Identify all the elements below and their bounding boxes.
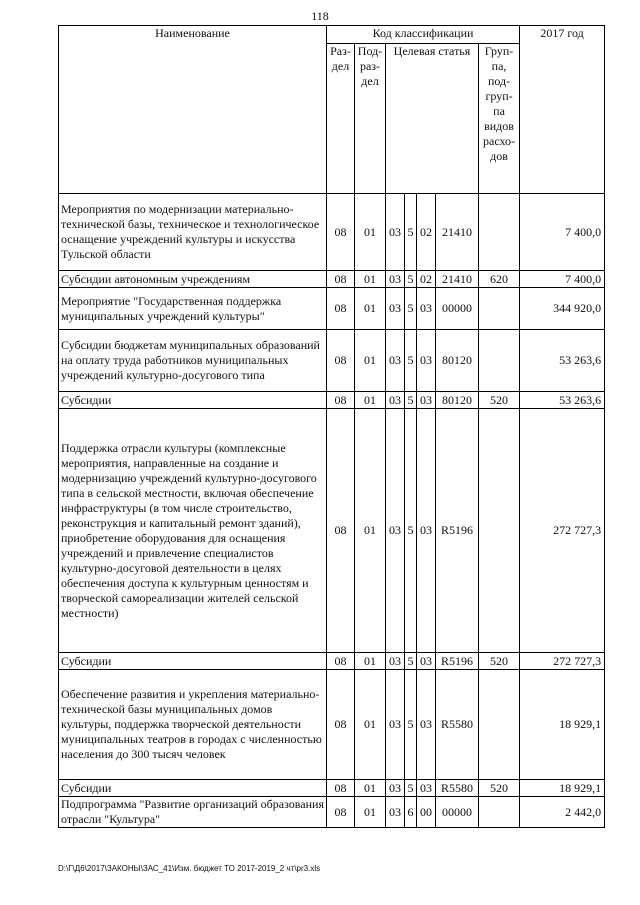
row-target-direction: R5196 [436, 653, 479, 670]
row-target-event: 03 [417, 392, 436, 409]
row-target-subprogram: 5 [405, 330, 417, 392]
header-target-article: Целевая статья [386, 44, 479, 194]
header-name: Наименование [59, 26, 327, 194]
row-name: Мероприятие "Государственная поддержка муниципальных учреждений культуры" [59, 288, 327, 330]
row-target-program: 03 [386, 194, 405, 271]
row-target-program: 03 [386, 653, 405, 670]
row-name: Обеспечение развития и укрепления материально-технической базы муниципальных домов культуры, поддержка творческой деятельности муниципальных театров в городах с численностью населения до 300 тысяч человек [59, 670, 327, 780]
row-target-direction: 21410 [436, 194, 479, 271]
row-section: 08 [327, 409, 355, 653]
row-target-subprogram: 5 [405, 409, 417, 653]
budget-table [58, 25, 605, 828]
row-name: Субсидии [59, 653, 327, 670]
row-expense-type [479, 194, 520, 271]
row-section: 08 [327, 271, 355, 288]
row-amount: 7 400,0 [520, 271, 605, 288]
row-name: Субсидии [59, 780, 327, 797]
row-expense-type: 520 [479, 653, 520, 670]
row-subsection: 01 [355, 288, 386, 330]
row-amount: 272 727,3 [520, 409, 605, 653]
row-amount: 344 920,0 [520, 288, 605, 330]
row-target-event: 03 [417, 653, 436, 670]
row-target-event: 00 [417, 797, 436, 828]
row-target-direction: 00000 [436, 797, 479, 828]
footer-file-path: D:\Г\Д6\2017\ЗАКОНЫ\ЗАС_41\Изм. бюджет ТО 2017-2019_2 чт\pr3.xls [58, 864, 321, 873]
row-section: 08 [327, 797, 355, 828]
row-section: 08 [327, 670, 355, 780]
row-target-subprogram: 5 [405, 194, 417, 271]
row-subsection: 01 [355, 271, 386, 288]
row-target-program: 03 [386, 409, 405, 653]
row-target-direction: 00000 [436, 288, 479, 330]
row-section: 08 [327, 780, 355, 797]
row-name: Поддержка отрасли культуры (комплексные мероприятия, направленные на создание и модернизацию учреждений культурно-досугового типа в сельской местности, включая обеспечение инфраструктуры (в том числе строительство, реконструкция и капитальный ремонт зданий), приобретение оборудования для оснащения учреждений и привлечение специалистов культурно-досуговой деятельности в целях обеспечения доступа к культурным ценностям и творческой самореализации жителей сельской местности) [59, 409, 327, 653]
row-target-program: 03 [386, 670, 405, 780]
row-expense-type [479, 670, 520, 780]
row-target-event: 02 [417, 271, 436, 288]
row-target-program: 03 [386, 330, 405, 392]
row-target-event: 03 [417, 330, 436, 392]
row-target-subprogram: 5 [405, 288, 417, 330]
header-classification-code: Код классификации [327, 26, 520, 44]
row-target-direction: 21410 [436, 271, 479, 288]
row-name: Подпрограмма "Развитие организаций образования отрасли "Культура" [59, 797, 327, 828]
row-amount: 18 929,1 [520, 670, 605, 780]
row-section: 08 [327, 653, 355, 670]
table-row [59, 194, 605, 271]
row-target-subprogram: 6 [405, 797, 417, 828]
row-target-event: 02 [417, 194, 436, 271]
table-row [59, 780, 605, 797]
row-subsection: 01 [355, 653, 386, 670]
row-amount: 2 442,0 [520, 797, 605, 828]
row-expense-type: 520 [479, 392, 520, 409]
row-expense-type: 620 [479, 271, 520, 288]
table-row [59, 271, 605, 288]
row-section: 08 [327, 194, 355, 271]
row-target-direction: 80120 [436, 330, 479, 392]
row-target-event: 03 [417, 780, 436, 797]
row-name: Субсидии бюджетам муниципальных образований на оплату труда работников муниципальных учреждений культурно-досугового типа [59, 330, 327, 392]
table-row [59, 797, 605, 828]
row-name: Мероприятия по модернизации материально-технической базы, техническое и технологическое оснащение учреждений культуры и искусства Тульской области [59, 194, 327, 271]
table-row [59, 653, 605, 670]
header-subsection: Под- раз- дел [355, 44, 386, 194]
row-name: Субсидии автономным учреждениям [59, 271, 327, 288]
row-target-subprogram: 5 [405, 653, 417, 670]
row-expense-type [479, 330, 520, 392]
row-target-program: 03 [386, 797, 405, 828]
row-target-direction: R5580 [436, 780, 479, 797]
row-expense-type [479, 797, 520, 828]
row-subsection: 01 [355, 330, 386, 392]
table-row [59, 670, 605, 780]
row-amount: 53 263,6 [520, 330, 605, 392]
row-subsection: 01 [355, 780, 386, 797]
header-row-top [59, 26, 605, 44]
row-section: 08 [327, 288, 355, 330]
header-section: Раз- дел [327, 44, 355, 194]
row-target-event: 03 [417, 288, 436, 330]
row-target-subprogram: 5 [405, 670, 417, 780]
row-subsection: 01 [355, 670, 386, 780]
row-name: Субсидии [59, 392, 327, 409]
row-subsection: 01 [355, 194, 386, 271]
row-target-subprogram: 5 [405, 780, 417, 797]
row-target-program: 03 [386, 288, 405, 330]
row-subsection: 01 [355, 409, 386, 653]
row-expense-type [479, 288, 520, 330]
header-expense-type-group: Груп- па, под- груп- па видов расхо- дов [479, 44, 520, 194]
table-row [59, 409, 605, 653]
row-target-direction: 80120 [436, 392, 479, 409]
row-expense-type: 520 [479, 780, 520, 797]
table-row [59, 330, 605, 392]
page-number: 118 [311, 9, 329, 23]
row-amount: 7 400,0 [520, 194, 605, 271]
table-row [59, 392, 605, 409]
header-year: 2017 год [520, 26, 605, 194]
row-amount: 272 727,3 [520, 653, 605, 670]
row-subsection: 01 [355, 797, 386, 828]
row-target-subprogram: 5 [405, 271, 417, 288]
row-target-event: 03 [417, 409, 436, 653]
row-expense-type [479, 409, 520, 653]
row-amount: 53 263,6 [520, 392, 605, 409]
row-target-direction: R5196 [436, 409, 479, 653]
row-section: 08 [327, 392, 355, 409]
row-subsection: 01 [355, 392, 386, 409]
row-target-event: 03 [417, 670, 436, 780]
row-target-program: 03 [386, 392, 405, 409]
row-target-subprogram: 5 [405, 392, 417, 409]
row-target-direction: R5580 [436, 670, 479, 780]
row-section: 08 [327, 330, 355, 392]
table-row [59, 288, 605, 330]
row-target-program: 03 [386, 780, 405, 797]
row-target-program: 03 [386, 271, 405, 288]
row-amount: 18 929,1 [520, 780, 605, 797]
